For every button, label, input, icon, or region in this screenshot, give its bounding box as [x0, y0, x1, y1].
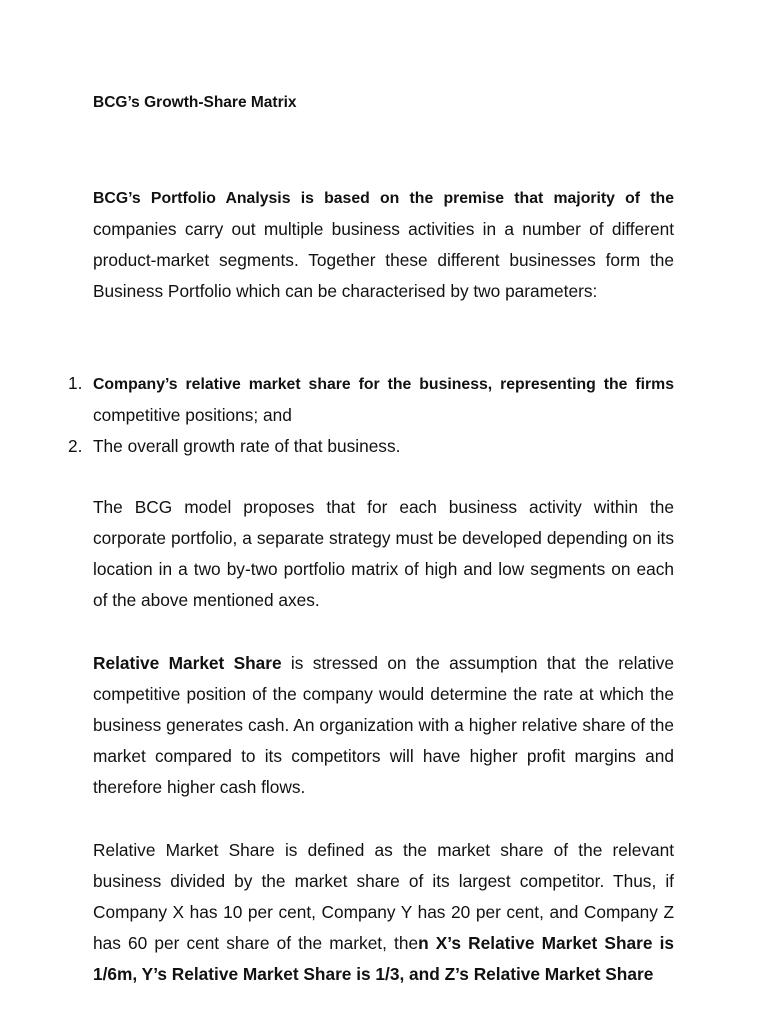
- document-title: BCG’s Growth-Share Matrix: [93, 94, 297, 111]
- list-item-lead: Company’s relative market share for the business, representing the firms: [93, 376, 674, 393]
- model-paragraph: The BCG model proposes that for each business activity within the corporate portfolio, a separate strategy must be developed depending on its location in a two by-two portfolio matrix of high and low segments on each of the above mentioned axes.: [93, 497, 674, 610]
- intro-lead: BCG’s Portfolio Analysis is based on the premise that majority of the: [93, 190, 674, 207]
- list-item: [68, 368, 674, 431]
- parameter-list: [68, 368, 674, 462]
- rms-lead: Relative Market Share: [93, 653, 282, 673]
- definition-bold: n X’s Relative Market Share is 1/6m, Y’s Relative Market Share is 1/3, and Z’s Relative Market Share: [93, 933, 674, 984]
- list-number: 2.: [68, 436, 83, 456]
- intro-rest: companies carry out multiple business activities in a number of different product-market segments. Together these different businesses form the Business Portfolio which can be characterised by two parameters:: [93, 219, 674, 301]
- intro-paragraph: [93, 182, 674, 307]
- list-item-rest: The overall growth rate of that business.: [93, 436, 401, 456]
- list-number: 1.: [68, 373, 83, 393]
- list-item: [68, 431, 674, 462]
- relative-market-share-paragraph: [93, 648, 674, 803]
- list-item-rest: competitive positions; and: [93, 405, 292, 425]
- definition-paragraph: [93, 835, 674, 990]
- definition-plain: Relative Market Share is defined as the market share of the relevant business divided by the market share of its largest competitor. Thus, if Company X has 10 per cent, Company Y has 20 per cent, and Company Z has 60 per cent share of the market, the: [93, 840, 674, 953]
- rms-rest: is stressed on the assumption that the relative competitive position of the company would determine the rate at which the business generates cash. An organization with a higher relative share of the market compared to its competitors will have higher profit margins and therefore higher cash flows.: [93, 653, 674, 797]
